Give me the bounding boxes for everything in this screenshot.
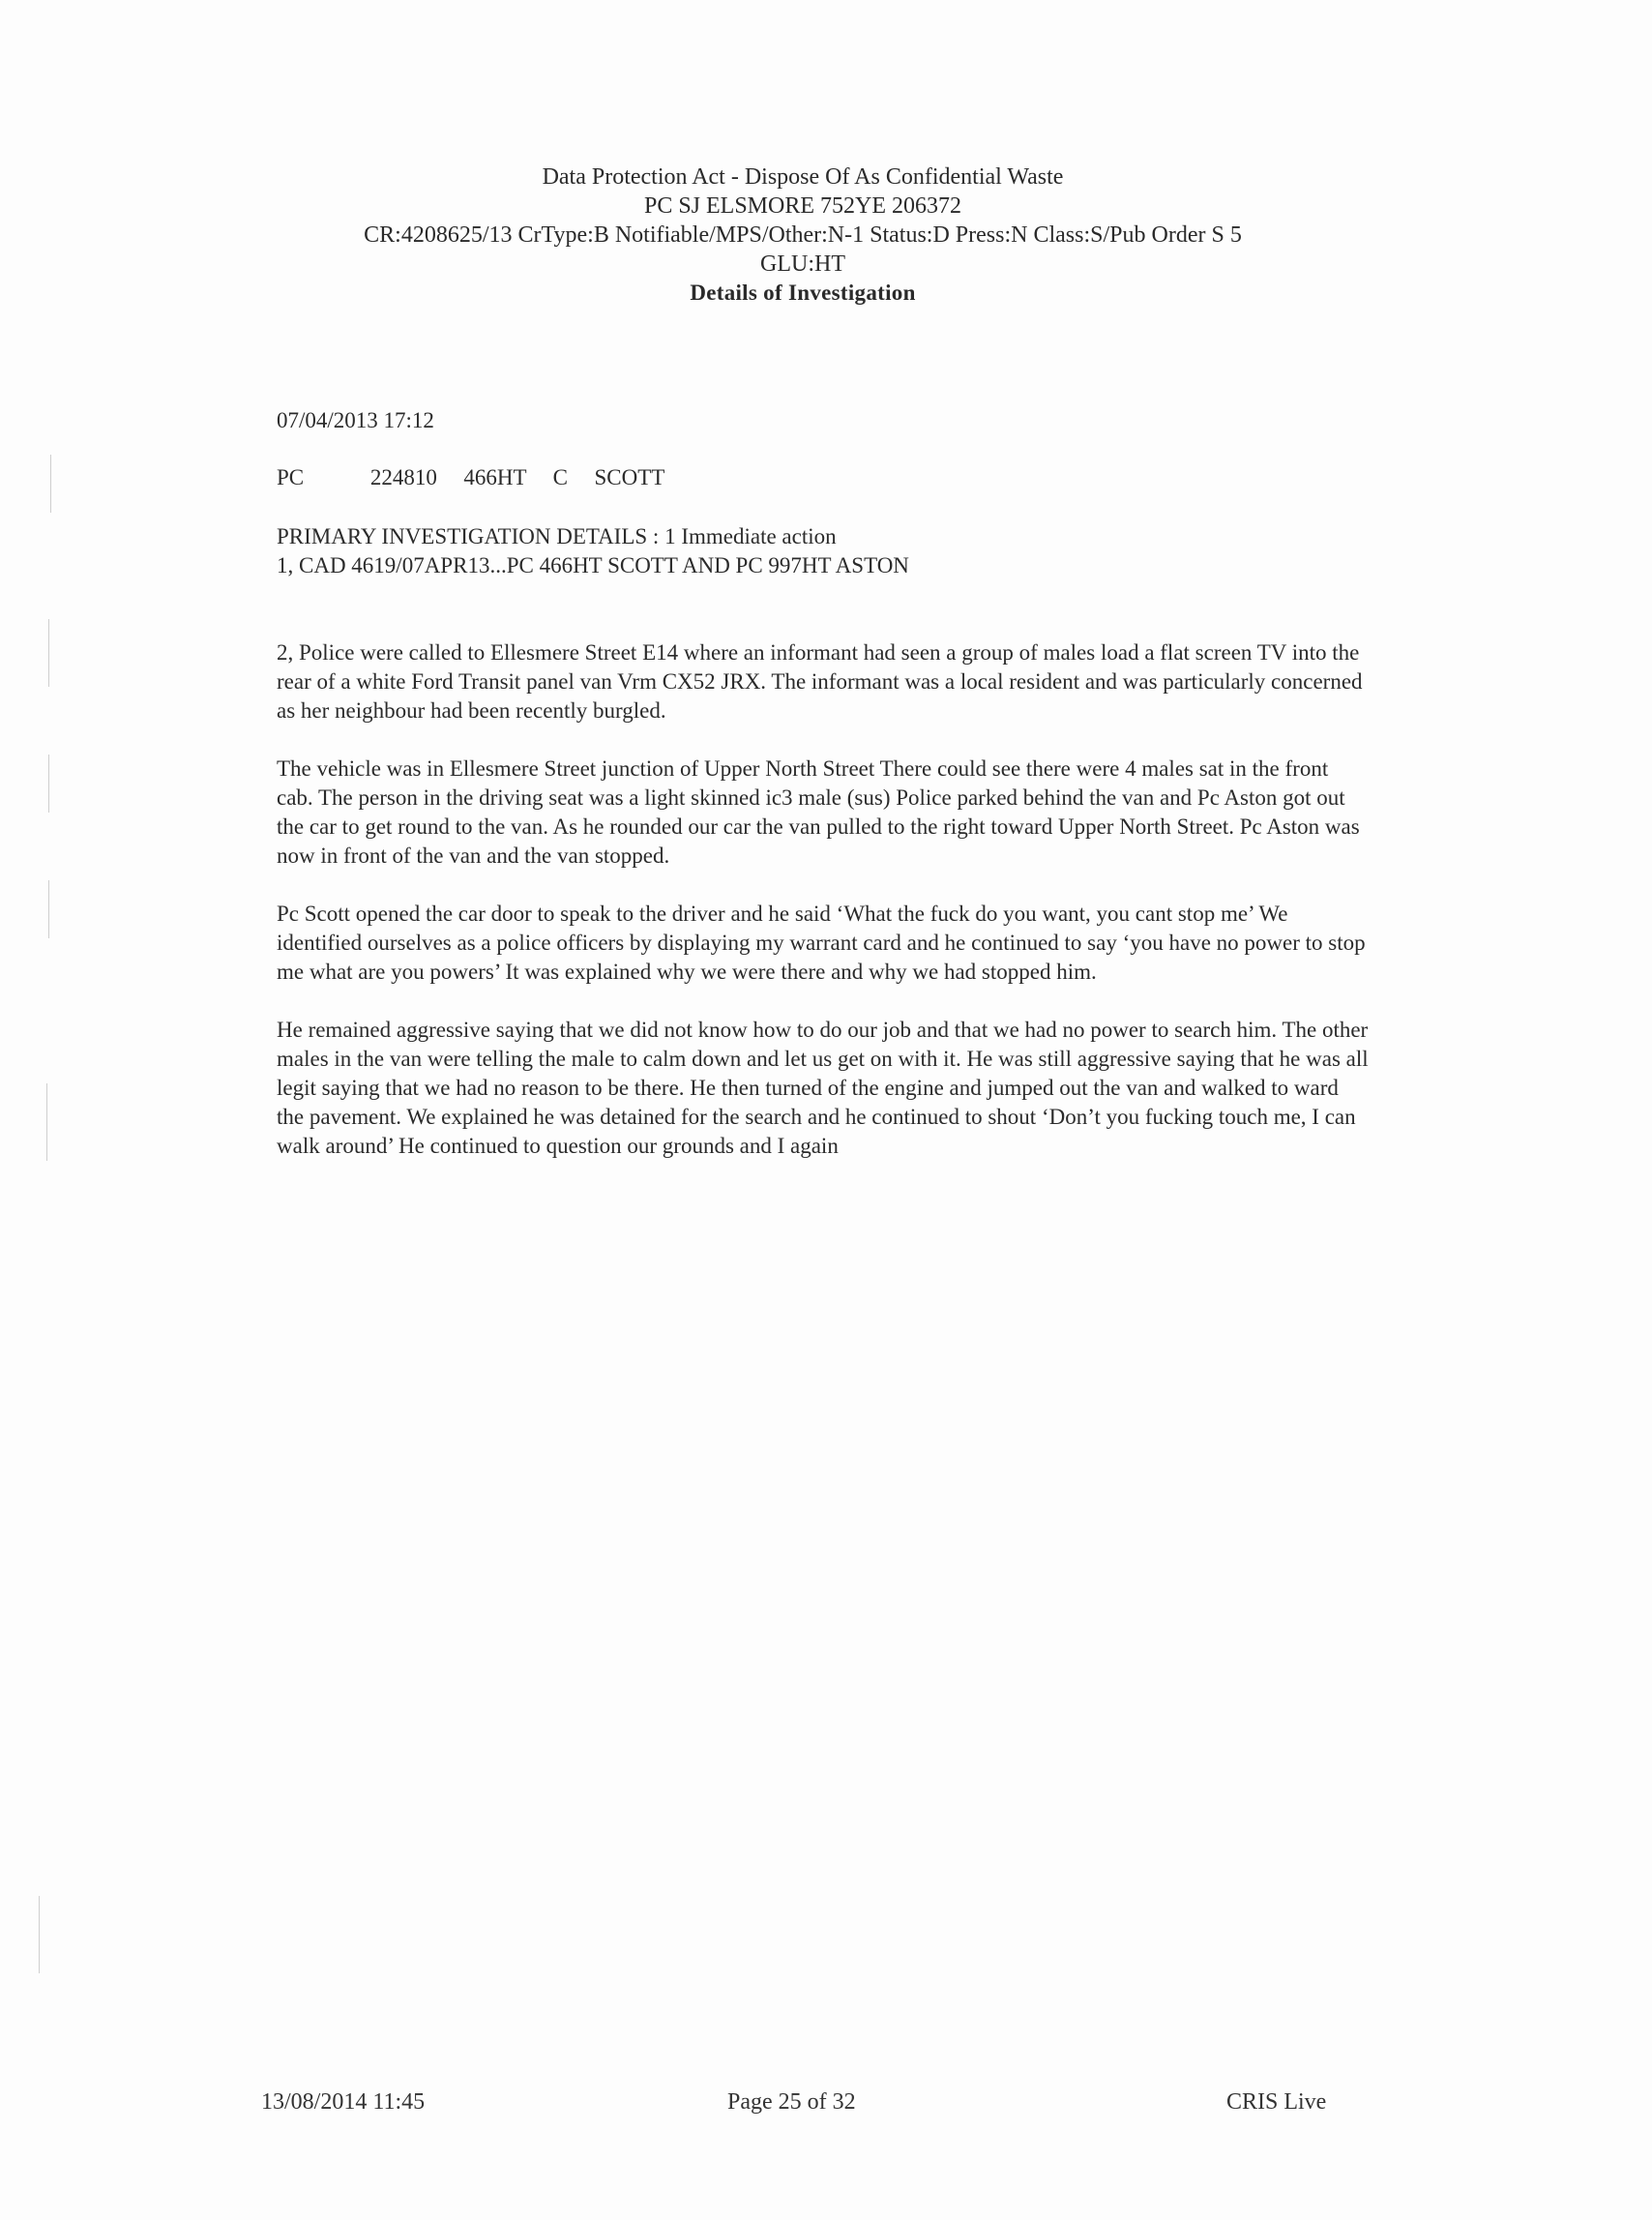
narrative-paragraph: Pc Scott opened the car door to speak to the driver and he said ‘What the fuck do you want, you cant stop me’ We identified ourselves as a police officers by displaying my warrant card and he continued to say ‘you have no power to stop me what are you powers’ It was explained why we were there and why we had stopped him. (277, 902, 1366, 984)
scan-artifact (48, 880, 49, 938)
scan-artifact (39, 1896, 40, 1973)
primary-investigation (277, 522, 1370, 580)
header-glu: GLU:HT (760, 252, 845, 277)
footer-page-number: Page 25 of 32 (727, 2089, 856, 2115)
primary-cad-line: 1, CAD 4619/07APR13...PC 466HT SCOTT AND PC 997HT ASTON (277, 553, 909, 577)
entry-officer: PC 224810 466HT C SCOTT (277, 465, 665, 489)
narrative-paragraph: The vehicle was in Ellesmere Street junction of Upper North Street There could see there were 4 males sat in the front cab. The person in the driving seat was a light skinned ic3 male (sus) Police parked behind the van and Pc Aston got out the car to get round to the van. As he rounded our car the van pulled to the right toward Upper North Street. Pc Aston was now in front of the van and the van stopped. (277, 756, 1360, 868)
narrative-paragraph: He remained aggressive saying that we did not know how to do our job and that we had no power to search him. The other males in the van were telling the male to calm down and let us get on with it. He was still aggressive saying that he was all legit saying that we had no reason to be there. He then turned of the engine and jumped out the van and walked to ward the pavement. We explained he was detained for the search and he continued to shout ‘Don’t you fucking touch me, I can walk around’ He continued to question our grounds and I again (277, 1018, 1369, 1158)
page-title: Details of Investigation (690, 281, 916, 305)
header-crime-reference: CR:4208625/13 CrType:B Notifiable/MPS/Other:N-1 Status:D Press:N Class:S/Pub Order S 5 (364, 222, 1242, 248)
scan-artifact (46, 1083, 47, 1161)
scan-artifact (48, 619, 49, 687)
primary-heading: PRIMARY INVESTIGATION DETAILS : 1 Immediate action (277, 524, 837, 548)
scan-artifact (50, 455, 51, 513)
entry-timestamp: 07/04/2013 17:12 (277, 408, 434, 432)
footer-system-name: CRIS Live (1226, 2089, 1327, 2115)
header-officer: PC SJ ELSMORE 752YE 206372 (643, 193, 962, 219)
investigation-narrative (277, 638, 1370, 1190)
scan-artifact (48, 755, 49, 813)
footer-print-date: 13/08/2014 11:45 (261, 2089, 426, 2115)
narrative-paragraph: 2, Police were called to Ellesmere Street E14 where an informant had seen a group of males load a flat screen TV into the rear of a white Ford Transit panel van Vrm CX52 JRX. The informant was a local resident and was particularly concerned as her neighbour had been recently burgled. (277, 640, 1363, 723)
document-header (0, 163, 1606, 308)
header-confidential-notice: Data Protection Act - Dispose Of As Confidential Waste (542, 164, 1064, 190)
